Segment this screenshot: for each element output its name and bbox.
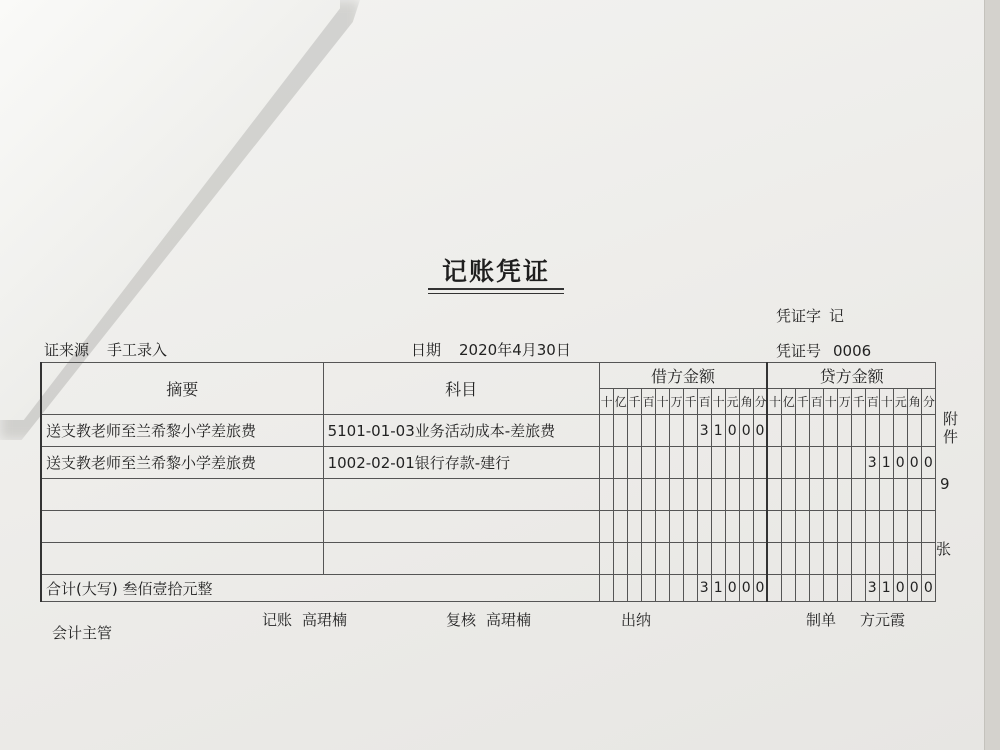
credit-digit-cell: [795, 511, 809, 543]
voucher-type-value: 记: [829, 307, 845, 325]
credit-digit-cell: [851, 575, 865, 602]
credit-digit-cell: [837, 479, 851, 511]
credit-digit-header: 千: [851, 389, 865, 415]
credit-digit-cell: 3: [865, 447, 879, 479]
bookkeeper-signature: 记账 高珺楠: [262, 611, 348, 629]
total-amount-in-words: 合计(大写) 叁佰壹拾元整: [41, 575, 599, 602]
credit-header: 贷方金额: [767, 363, 935, 389]
voucher-date: [411, 339, 571, 360]
summary-cell: [41, 543, 323, 575]
credit-digit-header: 百: [809, 389, 823, 415]
debit-digit-cell: [753, 479, 767, 511]
debit-digit-header: 分: [753, 389, 767, 415]
credit-digit-cell: [767, 511, 781, 543]
debit-digit-cell: [753, 543, 767, 575]
debit-digit-cell: [599, 447, 613, 479]
debit-digit-cell: 0: [725, 575, 739, 602]
debit-digit-cell: [711, 447, 725, 479]
credit-digit-header: 十: [767, 389, 781, 415]
debit-digit-cell: [683, 543, 697, 575]
debit-digit-header: 元: [725, 389, 739, 415]
paper-edge: [984, 0, 1000, 750]
debit-digit-cell: 1: [711, 575, 725, 602]
credit-digit-cell: [921, 479, 935, 511]
credit-digit-cell: [767, 479, 781, 511]
credit-digit-header: 分: [921, 389, 935, 415]
credit-digit-cell: [809, 511, 823, 543]
debit-digit-cell: [725, 511, 739, 543]
credit-digit-header: 十: [879, 389, 893, 415]
debit-digit-header: 百: [641, 389, 655, 415]
supervisor-signature: 会计主管: [52, 624, 113, 642]
debit-digit-cell: [697, 447, 711, 479]
voucher-no-value: 0006: [833, 342, 872, 360]
debit-digit-cell: [627, 543, 641, 575]
debit-digit-cell: [739, 447, 753, 479]
debit-digit-header: 十: [599, 389, 613, 415]
debit-digit-header: 亿: [613, 389, 627, 415]
credit-digit-cell: [851, 543, 865, 575]
table-row: [41, 447, 936, 479]
credit-digit-cell: [865, 415, 879, 447]
debit-digit-cell: [683, 511, 697, 543]
credit-digit-cell: [809, 415, 823, 447]
debit-digit-header: 十: [711, 389, 725, 415]
debit-digit-cell: [599, 511, 613, 543]
debit-digit-cell: [711, 479, 725, 511]
debit-digit-cell: [655, 479, 669, 511]
debit-digit-cell: 0: [753, 575, 767, 602]
debit-digit-cell: [739, 479, 753, 511]
credit-digit-header: 元: [893, 389, 907, 415]
debit-digit-cell: [613, 511, 627, 543]
debit-digit-header: 十: [655, 389, 669, 415]
credit-digit-cell: [921, 415, 935, 447]
credit-digit-cell: [851, 415, 865, 447]
credit-digit-cell: [921, 543, 935, 575]
debit-digit-cell: [641, 479, 655, 511]
debit-digit-cell: [669, 479, 683, 511]
debit-digit-cell: [711, 543, 725, 575]
debit-digit-cell: 3: [697, 575, 711, 602]
summary-header: 摘要: [41, 363, 323, 415]
credit-digit-cell: [865, 543, 879, 575]
credit-digit-cell: [851, 511, 865, 543]
attachment-count: 9: [940, 475, 950, 493]
credit-digit-cell: [795, 543, 809, 575]
voucher-number: [776, 340, 871, 361]
debit-digit-cell: [641, 511, 655, 543]
credit-digit-header: 亿: [781, 389, 795, 415]
debit-digit-cell: 0: [725, 415, 739, 447]
credit-digit-cell: [865, 511, 879, 543]
table-row: [41, 415, 936, 447]
credit-digit-header: 角: [907, 389, 921, 415]
voucher-title: 记账凭证: [441, 257, 550, 286]
attachment-label-mid: 件: [943, 428, 959, 446]
credit-digit-cell: 3: [865, 575, 879, 602]
debit-digit-cell: [683, 415, 697, 447]
debit-digit-cell: [669, 447, 683, 479]
credit-digit-cell: [823, 415, 837, 447]
debit-digit-cell: [627, 447, 641, 479]
debit-digit-header: 万: [669, 389, 683, 415]
credit-digit-cell: 0: [921, 575, 935, 602]
debit-digit-cell: [641, 575, 655, 602]
credit-digit-cell: [837, 543, 851, 575]
credit-digit-cell: [809, 447, 823, 479]
debit-digit-header: 千: [683, 389, 697, 415]
debit-digit-cell: [613, 543, 627, 575]
debit-digit-cell: [683, 447, 697, 479]
credit-digit-cell: [907, 511, 921, 543]
credit-digit-cell: [767, 415, 781, 447]
debit-digit-cell: [627, 415, 641, 447]
credit-digit-cell: [795, 575, 809, 602]
credit-digit-cell: [809, 479, 823, 511]
credit-digit-cell: [851, 447, 865, 479]
credit-digit-cell: [837, 415, 851, 447]
credit-digit-cell: 0: [907, 575, 921, 602]
credit-digit-cell: [809, 575, 823, 602]
debit-digit-cell: [739, 511, 753, 543]
credit-digit-cell: [767, 543, 781, 575]
total-row: [41, 575, 936, 602]
account-cell: [323, 543, 599, 575]
credit-digit-cell: [893, 415, 907, 447]
credit-digit-cell: [823, 543, 837, 575]
debit-digit-cell: [641, 415, 655, 447]
credit-digit-cell: 1: [879, 447, 893, 479]
debit-digit-cell: [753, 447, 767, 479]
credit-digit-cell: [781, 479, 795, 511]
table-row: [41, 511, 936, 543]
debit-digit-cell: [599, 575, 613, 602]
debit-digit-cell: [697, 543, 711, 575]
credit-digit-cell: 0: [921, 447, 935, 479]
credit-digit-cell: [851, 479, 865, 511]
credit-digit-cell: [823, 447, 837, 479]
credit-digit-cell: [893, 511, 907, 543]
reviewer-signature: 复核 高珺楠: [446, 611, 532, 629]
credit-digit-cell: [921, 511, 935, 543]
credit-digit-cell: 0: [907, 447, 921, 479]
attachment-label-bottom: 张: [936, 540, 952, 558]
account-cell: 5101-01-03业务活动成本-差旅费: [323, 415, 599, 447]
debit-digit-cell: [599, 415, 613, 447]
credit-digit-cell: [781, 415, 795, 447]
debit-digit-cell: 0: [739, 415, 753, 447]
debit-digit-cell: 0: [739, 575, 753, 602]
credit-digit-cell: [879, 479, 893, 511]
voucher-table: [40, 362, 936, 602]
debit-digit-cell: 0: [753, 415, 767, 447]
debit-digit-cell: [725, 447, 739, 479]
account-header: 科目: [323, 363, 599, 415]
debit-digit-cell: [753, 511, 767, 543]
credit-digit-cell: 1: [879, 575, 893, 602]
debit-digit-cell: [697, 479, 711, 511]
credit-digit-header: 万: [837, 389, 851, 415]
summary-cell: 送支教老师至兰希黎小学差旅费: [41, 415, 323, 447]
debit-digit-cell: [683, 575, 697, 602]
debit-digit-cell: [599, 479, 613, 511]
debit-digit-cell: [655, 511, 669, 543]
credit-digit-cell: [767, 447, 781, 479]
credit-digit-header: 百: [865, 389, 879, 415]
account-cell: [323, 479, 599, 511]
source-value: 手工录入: [107, 341, 168, 359]
credit-digit-cell: [893, 479, 907, 511]
debit-digit-cell: [739, 543, 753, 575]
credit-digit-cell: [907, 543, 921, 575]
credit-digit-cell: [907, 415, 921, 447]
debit-digit-cell: [641, 447, 655, 479]
table-row: [41, 543, 936, 575]
cashier-signature: 出纳: [621, 611, 652, 629]
debit-digit-cell: [613, 447, 627, 479]
debit-digit-cell: [627, 511, 641, 543]
debit-digit-cell: [655, 447, 669, 479]
account-cell: 1002-02-01银行存款-建行: [323, 447, 599, 479]
debit-digit-cell: [613, 575, 627, 602]
credit-digit-cell: [865, 479, 879, 511]
debit-digit-cell: [641, 543, 655, 575]
credit-digit-cell: [795, 479, 809, 511]
credit-digit-cell: [837, 511, 851, 543]
table-row: [41, 479, 936, 511]
credit-digit-cell: [781, 511, 795, 543]
debit-digit-header: 角: [739, 389, 753, 415]
debit-digit-cell: [655, 415, 669, 447]
summary-cell: [41, 511, 323, 543]
voucher-no-label: 凭证号: [776, 342, 822, 360]
credit-digit-cell: [781, 447, 795, 479]
account-cell: [323, 511, 599, 543]
credit-digit-cell: [823, 575, 837, 602]
summary-cell: [41, 479, 323, 511]
debit-header: 借方金额: [599, 363, 767, 389]
title-underline: [428, 288, 564, 290]
credit-digit-cell: [781, 543, 795, 575]
debit-digit-cell: [655, 543, 669, 575]
voucher-type-label: 凭证字: [776, 307, 822, 325]
debit-digit-cell: [669, 415, 683, 447]
credit-digit-cell: [879, 415, 893, 447]
credit-digit-header: 十: [823, 389, 837, 415]
credit-digit-cell: [781, 575, 795, 602]
attachment-label-top: 附: [943, 410, 959, 428]
credit-digit-cell: [837, 575, 851, 602]
debit-digit-cell: [669, 543, 683, 575]
credit-digit-cell: [823, 511, 837, 543]
title-underline-thin: [428, 293, 564, 294]
debit-digit-header: 百: [697, 389, 711, 415]
debit-digit-header: 千: [627, 389, 641, 415]
debit-digit-cell: [697, 511, 711, 543]
debit-digit-cell: [669, 511, 683, 543]
credit-digit-cell: [795, 415, 809, 447]
debit-digit-cell: [613, 415, 627, 447]
debit-digit-cell: [655, 575, 669, 602]
date-label: 日期: [411, 341, 442, 359]
summary-cell: 送支教老师至兰希黎小学差旅费: [41, 447, 323, 479]
credit-digit-cell: [879, 543, 893, 575]
debit-digit-cell: [627, 575, 641, 602]
debit-digit-cell: [683, 479, 697, 511]
credit-digit-cell: [907, 479, 921, 511]
debit-digit-cell: [613, 479, 627, 511]
debit-digit-cell: [725, 543, 739, 575]
debit-digit-cell: [725, 479, 739, 511]
credit-digit-cell: [893, 543, 907, 575]
credit-digit-cell: [809, 543, 823, 575]
credit-digit-cell: [795, 447, 809, 479]
credit-digit-cell: [837, 447, 851, 479]
credit-digit-cell: 0: [893, 447, 907, 479]
credit-digit-cell: 0: [893, 575, 907, 602]
debit-digit-cell: [627, 479, 641, 511]
credit-digit-cell: [767, 575, 781, 602]
credit-digit-cell: [879, 511, 893, 543]
debit-digit-cell: 3: [697, 415, 711, 447]
debit-digit-cell: [599, 543, 613, 575]
debit-digit-cell: [669, 575, 683, 602]
preparer-signature: 制单 方元霞: [806, 611, 906, 629]
credit-digit-header: 千: [795, 389, 809, 415]
debit-digit-cell: 1: [711, 415, 725, 447]
source-label: 证来源: [44, 341, 90, 359]
date-value: 2020年4月30日: [459, 341, 571, 359]
voucher-type: [776, 305, 844, 326]
credit-digit-cell: [823, 479, 837, 511]
voucher-source: [44, 339, 167, 360]
debit-digit-cell: [711, 511, 725, 543]
